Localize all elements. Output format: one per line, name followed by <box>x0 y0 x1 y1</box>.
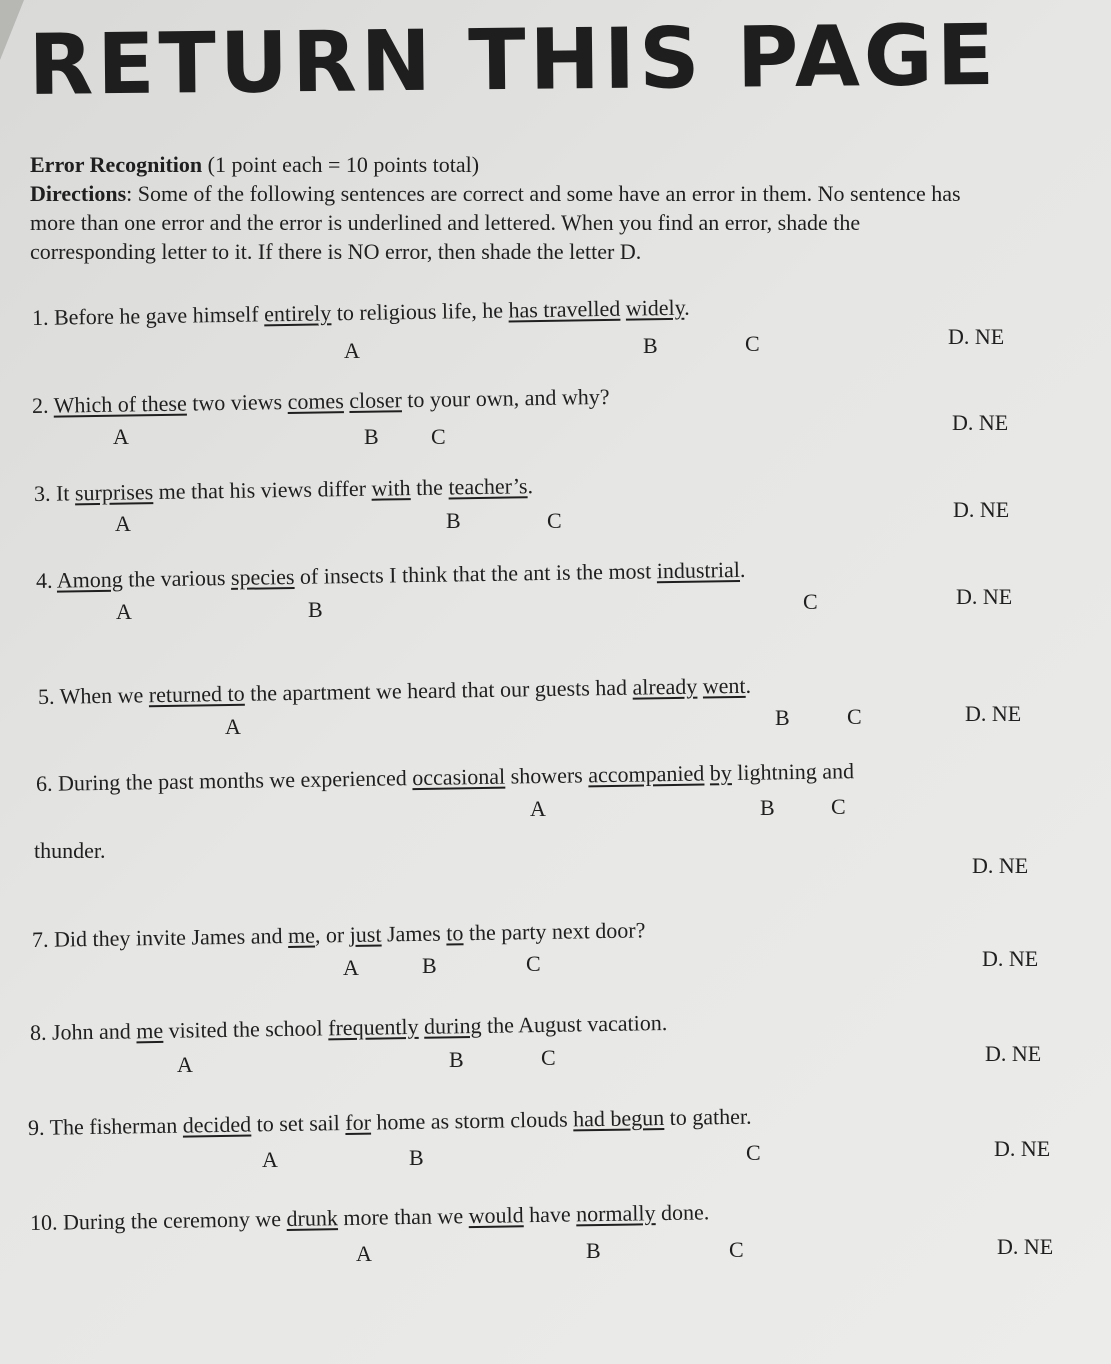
q2-option-c-text: closer <box>349 387 402 414</box>
question-3: 3. It surprises me that his views differ with the teacher’s. <box>33 473 534 506</box>
q2-letter-b[interactable]: B <box>364 424 379 449</box>
q4-option-c-text: industrial <box>656 556 741 584</box>
q7-option-c-text: to <box>446 920 464 946</box>
question-7: 7. Did they invite James and me, or just James to the party next door? <box>31 917 646 952</box>
q10-option-c-text: normally <box>575 1200 656 1227</box>
q3-letter-c[interactable]: C <box>547 508 562 533</box>
directions-text: : Some of the following sentences are correct and some have an error in them. No sentence has more than one error and the error is underlined and lettered. When you find an error, shade the corresponding letter to it. If there is NO error, then shade the letter D. <box>30 181 961 264</box>
points-note: (1 point each = 10 points total) <box>207 152 480 177</box>
q5-option-b-text: already <box>632 673 698 700</box>
q7-option-a-text: me <box>287 922 316 948</box>
q4-no-error[interactable]: D. NE <box>956 584 1013 609</box>
q3-no-error[interactable]: D. NE <box>953 497 1010 522</box>
q10-letter-c[interactable]: C <box>729 1237 744 1262</box>
q4-letter-b[interactable]: B <box>308 597 323 622</box>
q3-letter-b[interactable]: B <box>446 508 461 533</box>
q2-letter-c[interactable]: C <box>431 424 446 449</box>
question-4: 4. Among the various species of insects I think that the ant is the most industrial. <box>35 556 746 593</box>
q1-option-a-text: entirely <box>263 300 332 327</box>
page-title: RETURN THIS PAGE <box>28 5 999 114</box>
q4-option-b-text: species <box>230 563 295 590</box>
q5-no-error[interactable]: D. NE <box>965 701 1022 726</box>
q7-no-error[interactable]: D. NE <box>982 946 1039 971</box>
q9-option-b-text: for <box>345 1109 372 1136</box>
question-1: 1. Before he gave himself entirely to religious life, he has travelled widely. <box>31 294 690 330</box>
q4-letter-c[interactable]: C <box>803 589 818 614</box>
q3-option-c-text: teacher’s <box>448 473 528 500</box>
q5-option-c-text: went <box>702 672 746 699</box>
q4-letter-a[interactable]: A <box>116 599 132 624</box>
q4-option-a-text: Among <box>56 566 123 593</box>
q5-letter-a[interactable]: A <box>225 714 241 739</box>
q1-option-b-text: has travelled <box>508 295 621 323</box>
q10-no-error[interactable]: D. NE <box>997 1234 1054 1259</box>
question-5: 5. When we returned to the apartment we heard that our guests had already went. <box>37 672 752 709</box>
q10-letter-b[interactable]: B <box>586 1238 601 1263</box>
q8-option-a-text: me <box>136 1017 164 1044</box>
q8-no-error[interactable]: D. NE <box>985 1041 1042 1066</box>
q3-option-a-text: surprises <box>74 479 154 506</box>
q5-letter-c[interactable]: C <box>847 704 862 729</box>
q5-option-a-text: returned to <box>148 680 245 708</box>
q6-option-c-text: by <box>709 760 732 786</box>
q1-letter-b[interactable]: B <box>643 333 658 358</box>
q6-option-b-text: accompanied <box>588 760 705 788</box>
q3-option-b-text: with <box>371 475 411 501</box>
q6-option-a-text: occasional <box>412 763 506 791</box>
q6-no-error[interactable]: D. NE <box>972 853 1029 878</box>
q7-letter-a[interactable]: A <box>343 955 359 980</box>
question-2: 2. Which of these two views comes closer to your own, and why? <box>31 383 610 418</box>
section-heading: Error Recognition <box>30 152 203 177</box>
q7-letter-c[interactable]: C <box>526 951 541 976</box>
q10-letter-a[interactable]: A <box>356 1241 372 1266</box>
q9-no-error[interactable]: D. NE <box>994 1136 1051 1161</box>
q6-letter-b[interactable]: B <box>760 795 775 820</box>
question-10: 10. During the ceremony we drunk more than we would have normally done. <box>29 1199 710 1235</box>
question-6-continuation: thunder. <box>34 838 106 863</box>
q8-letter-c[interactable]: C <box>541 1045 556 1070</box>
question-6: 6. During the past months we experienced occasional showers accompanied by lightning and <box>35 758 855 796</box>
q6-letter-c[interactable]: C <box>831 794 846 819</box>
q10-option-b-text: would <box>468 1202 524 1229</box>
q10-option-a-text: drunk <box>286 1205 339 1231</box>
q8-option-b-text: frequently <box>327 1013 419 1041</box>
instructions-block <box>30 150 990 266</box>
directions-label: Directions <box>30 181 127 206</box>
q1-letter-a[interactable]: A <box>344 338 360 363</box>
q9-option-a-text: decided <box>182 1111 252 1138</box>
question-9: 9. The fisherman decided to set sail for home as storm clouds had begun to gather. <box>27 1103 752 1140</box>
q1-no-error[interactable]: D. NE <box>948 324 1005 349</box>
q8-option-c-text: during <box>423 1012 482 1039</box>
q8-letter-b[interactable]: B <box>449 1047 464 1072</box>
q7-letter-b[interactable]: B <box>422 953 437 978</box>
q3-letter-a[interactable]: A <box>115 511 131 536</box>
q9-letter-c[interactable]: C <box>746 1140 761 1165</box>
q9-letter-b[interactable]: B <box>409 1145 424 1170</box>
q2-option-a-text: Which of these <box>53 390 187 418</box>
q7-option-b-text: just <box>349 921 382 948</box>
q9-letter-a[interactable]: A <box>262 1147 278 1172</box>
q5-letter-b[interactable]: B <box>775 705 790 730</box>
q1-letter-c[interactable]: C <box>745 331 760 356</box>
q2-no-error[interactable]: D. NE <box>952 410 1009 435</box>
q9-option-c-text: had begun <box>572 1105 665 1132</box>
q2-letter-a[interactable]: A <box>113 424 129 449</box>
q8-letter-a[interactable]: A <box>177 1052 193 1077</box>
page-fold-corner <box>0 0 24 60</box>
q6-letter-a[interactable]: A <box>530 796 546 821</box>
q2-option-b-text: comes <box>287 388 344 414</box>
q1-option-c-text: widely <box>625 294 685 321</box>
question-8: 8. John and me visited the school frequently during the August vacation. <box>29 1009 668 1045</box>
